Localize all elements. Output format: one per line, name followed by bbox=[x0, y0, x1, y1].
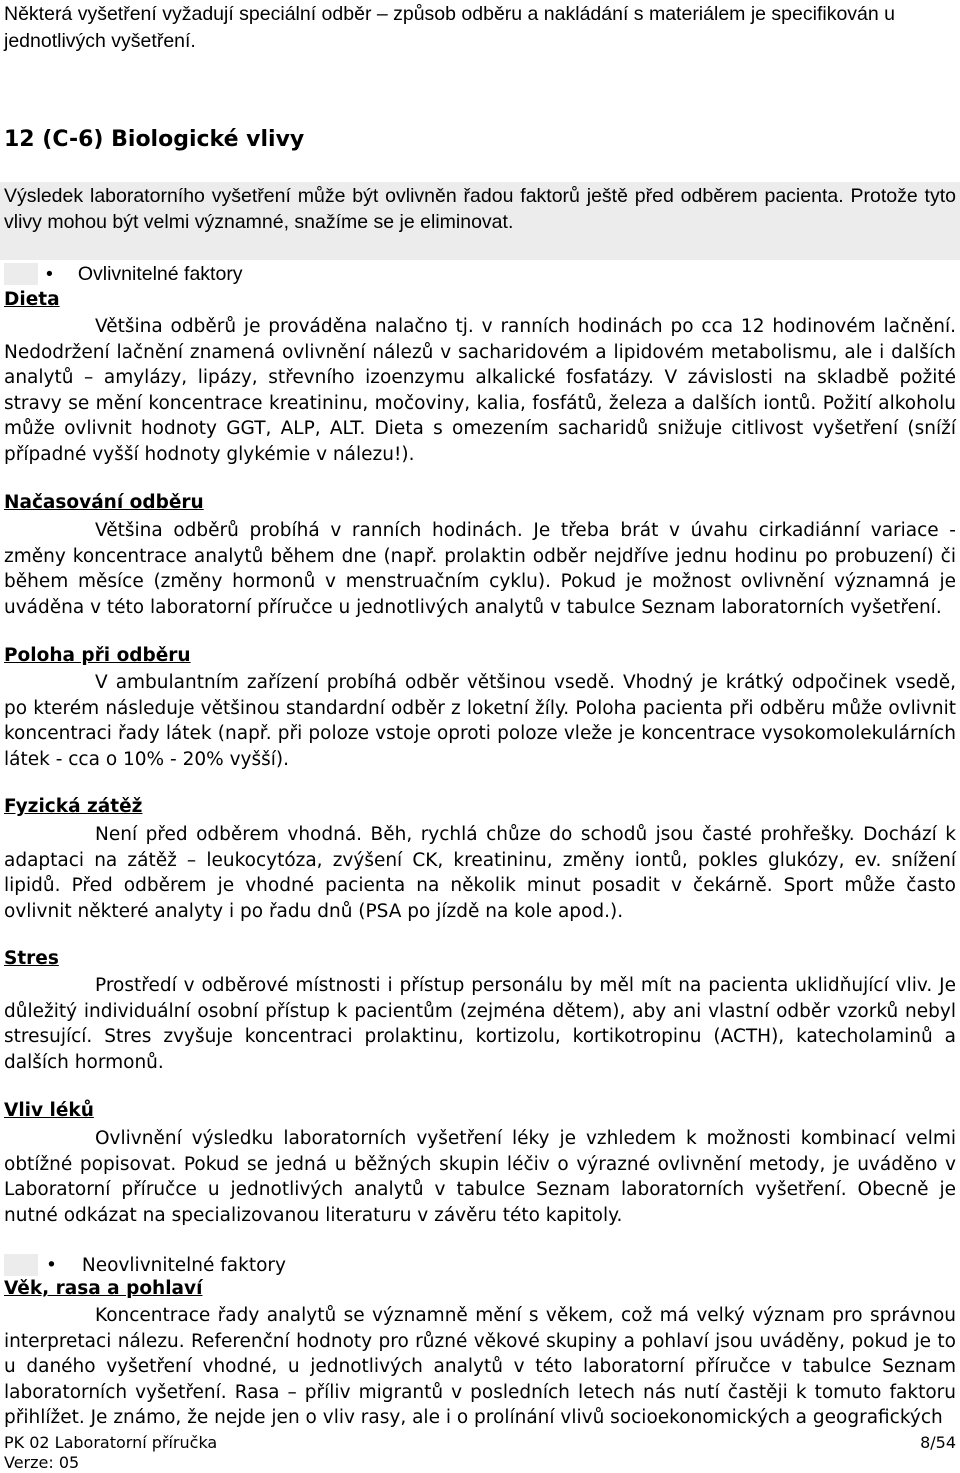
section-title-age: Věk, rasa a pohlaví bbox=[4, 1278, 203, 1299]
lead-paragraph: Výsledek laboratorního vyšetření může být ovlivněn řadou faktorů ještě před odběrem pacienta. Protože tyto vlivy mohou být velmi významné, snažíme se je eliminovat. bbox=[4, 185, 956, 233]
page-footer bbox=[4, 1433, 956, 1473]
section-text-stress: Prostředí v odběrové místnosti i přístup personálu by měl mít na pacienta uklidňující vliv. Je důležitý individuální osobní přístup k pacientům (zejména dětem), aby ani vlastní odběr vzorků nebyl stresující. Stres zvyšuje koncentraci prolaktinu, kortizolu, kortikotropinu (ACTH), katecholaminů a dalších hormonů. bbox=[4, 975, 956, 1073]
chapter-heading: 12 (C-6) Biologické vlivy bbox=[4, 127, 305, 152]
section-title-dieta: Dieta bbox=[4, 289, 60, 310]
footer-page-number: 8/54 bbox=[920, 1433, 956, 1452]
section-title-timing: Načasování odběru bbox=[4, 492, 204, 513]
bullet-label: Neovlivnitelné faktory bbox=[81, 1254, 286, 1276]
section-text-position: V ambulantním zařízení probíhá odběr většinou vsedě. Vhodný je krátký odpočinek vsedě, po kterém následuje většinou standardní odběr z loketní žíly. Poloha pacienta při odběru může ovlivnit koncentraci řady látek (např. při poloze vstoje oproti poloze vleže je koncentrace vysokomolekulárních látek - cca o 10% - 20% vyšší). bbox=[4, 672, 956, 770]
bullet-uncontrollable: • Neovlivnitelné faktory bbox=[46, 1254, 286, 1276]
section-text-age: Koncentrace řady analytů se významně mění s věkem, což má velký význam pro správnou interpretaci nálezu. Referenční hodnoty pro různé věkové skupiny a pohlaví jsou uváděny, pokud je to u daného vyšetření vhodné, u jednotlivých analytů v této laboratorní příručce v tabulce Seznam laboratorních vyšetření. Rasa – příliv migrantů v posledních letech nás nutí častěji k tomuto faktoru přihlížet. Je známo, že nejde jen o vliv rasy, ale i o prolínání vlivů socioekonomických a geografických bbox=[4, 1305, 956, 1428]
section-title-stress: Stres bbox=[4, 948, 59, 969]
section-title-drugs: Vliv léků bbox=[4, 1100, 94, 1121]
bullet-label: Ovlivnitelné faktory bbox=[77, 262, 243, 285]
section-text-drugs: Ovlivnění výsledku laboratorních vyšetření léky je vzhledem k možnosti kombinací velmi obtížné popisovat. Pokud se jedná u běžných skupin léčiv o výrazné ovlivnění metody, je uváděno v Laboratorní příručce u jednotlivých analytů v tabulce Seznam laboratorních vyšetření. Obecně je nutné odkázat na specializovanou literaturu v závěru této kapitoly. bbox=[4, 1128, 956, 1226]
footer-version: Verze: 05 bbox=[4, 1453, 80, 1472]
section-title-position: Poloha při odběru bbox=[4, 645, 191, 666]
footer-doc-name: PK 02 Laboratorní příručka bbox=[4, 1433, 218, 1452]
section-title-exercise: Fyzická zátěž bbox=[4, 796, 143, 817]
intro-paragraph: Některá vyšetření vyžadují speciální odběr – způsob odběru a nakládání s materiálem je specifikován u jednotlivých vyšetření. bbox=[4, 3, 895, 52]
section-text-timing: Většina odběrů probíhá v ranních hodinách. Je třeba brát v úvahu cirkadiánní variace - změny koncentrace analytů během dne (např. prolaktin odběr nejdříve jednu hodinu po probuzení) či během měsíce (změny hormonů v menstruačním cyklu). Pokud je možnost ovlivnění významná je uváděna v této laboratorní příručce u jednotlivých analytů v tabulce Seznam laboratorních vyšetření. bbox=[4, 520, 956, 618]
section-text-exercise: Není před odběrem vhodná. Běh, rychlá chůze do schodů jsou časté prohřešky. Dochází k adaptaci na zátěž – leukocytóza, zvýšení CK, kreatininu, změny iontů, pokles glukózy, ev. snížení lipidů. Před odběrem je vhodné pacienta na několik minut posadit v čekárně. Sport může často ovlivnit některé analyty i po řadu dnů (PSA po jízdě na kole apod.). bbox=[4, 824, 956, 922]
bullet-controllable: • Ovlivnitelné faktory bbox=[46, 262, 243, 285]
section-text-dieta: Většina odběrů je prováděna nalačno tj. v ranních hodinách po cca 12 hodinovém lačnění. Nedodržení lačnění znamená ovlivnění nálezů v sacharidovém a lipidovém metabolismu, ale i dalších analytů – amylázy, lipázy, střevního izoenzymu alkalické fosfatázy. V závislosti na skladbě požité stravy se mění koncentrace kreatininu, močoviny, kalia, fosfátů, železa a dalších iontů. Požití alkoholu může ovlivnit hodnoty GGT, ALP, ALT. Dieta s omezením sacharidů snižuje citlivost vyšetření (sníží případné vyšší hodnoty glykémie v nálezu!). bbox=[4, 316, 956, 465]
